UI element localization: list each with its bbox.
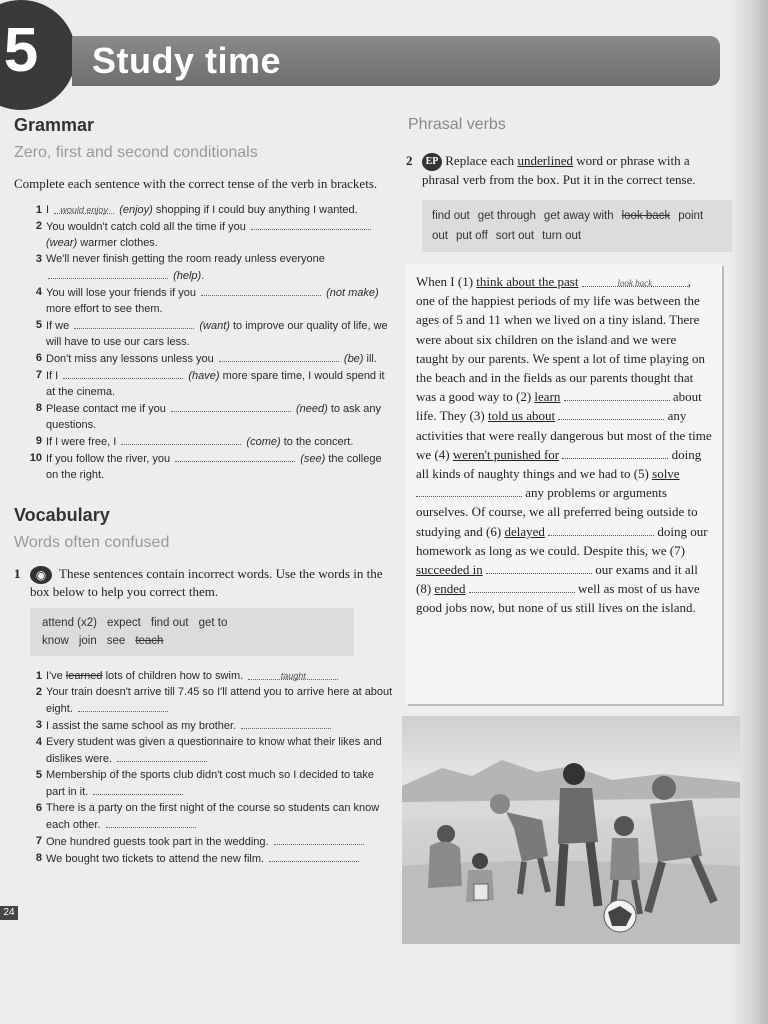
page-title: Study time (92, 40, 282, 81)
story-text: doing all kinds of naughty things and we had to (5) (416, 446, 702, 482)
item-text: There is a party on the first night of the course so students can know each other. (46, 802, 380, 832)
vocabulary-item (14, 850, 394, 867)
verb-in-brackets: (be) (343, 353, 364, 365)
story-text: about life. They (3) (416, 389, 702, 424)
item-text: shopping if I could buy anything I wanted. (152, 204, 358, 216)
item-text: the college on the right. (46, 453, 382, 481)
answer-gap[interactable] (274, 833, 364, 845)
answer-gap-7[interactable] (486, 561, 592, 574)
grammar-item (14, 202, 394, 218)
item-text: ill. (363, 353, 377, 365)
item-text: Please contact me if you (46, 403, 169, 415)
answer-gap[interactable] (251, 218, 371, 230)
grammar-item (14, 450, 394, 483)
answer-gap-6[interactable] (548, 523, 654, 536)
answer-gap[interactable] (175, 450, 295, 462)
answer-gap-5[interactable] (416, 484, 522, 497)
grammar-item (14, 433, 394, 450)
verb-in-brackets: (want) (199, 320, 230, 332)
box-word: get through (477, 210, 536, 223)
item-number: 5 (35, 319, 42, 331)
box-word: sort out (495, 230, 535, 243)
answer-gap[interactable] (219, 350, 339, 362)
grammar-item (14, 284, 394, 317)
item-number: 7 (35, 835, 42, 848)
answer-gap-8[interactable] (469, 580, 575, 593)
item-number: 2 (35, 220, 42, 232)
item-text: to the concert. (280, 436, 354, 448)
verb-in-brackets: (enjoy) (119, 204, 153, 216)
answer-gap-4[interactable] (562, 446, 668, 459)
right-column (406, 116, 726, 252)
answer-gap-2[interactable] (564, 388, 670, 401)
item-number: 7 (35, 369, 42, 381)
listening-disc-icon: ◉ (30, 566, 52, 584)
answer-gap[interactable] (78, 700, 168, 712)
item-text: If I (46, 370, 62, 382)
answer-gap-3[interactable] (558, 407, 664, 420)
answer-gap[interactable] (121, 433, 241, 445)
item-number: 6 (35, 802, 42, 815)
item-text: I've (46, 670, 66, 683)
item-number: 6 (35, 352, 42, 364)
box-word: find out (432, 210, 470, 223)
vocabulary-item (14, 767, 394, 800)
story-text: well as most of us have good jobs now, but none of us still lives on the island. (416, 581, 700, 616)
answer-gap[interactable] (117, 750, 207, 762)
grammar-item (14, 400, 394, 433)
answer-gap[interactable]: would enjoy (54, 202, 114, 214)
phrasal-rubric-post: word or phrase with a phrasal verb from the box. Put it in the correct tense. (422, 153, 696, 188)
item-number: 4 (35, 286, 42, 298)
box-word: look back (621, 210, 671, 223)
grammar-exercise-list (14, 202, 394, 483)
box-word: join (78, 635, 97, 648)
story-paragraph (416, 272, 712, 618)
struck-word: learned (65, 670, 103, 683)
item-number: 8 (35, 852, 42, 865)
box-word: attend (x2) (42, 617, 97, 630)
bucket (474, 884, 488, 900)
grammar-rubric: Complete each sentence with the correct tense of the verb in brackets. (14, 176, 378, 191)
vocabulary-exercise-list (14, 668, 394, 867)
item-text: to ask any questions. (46, 403, 381, 431)
item-text: If we (46, 320, 73, 332)
vocabulary-heading: Vocabulary (14, 505, 110, 525)
story-underlined-7: succeeded in (416, 562, 483, 578)
item-text: . (201, 270, 205, 282)
item-number: 3 (35, 719, 42, 732)
item-number: 5 (35, 769, 42, 782)
vocabulary-item (14, 717, 394, 734)
item-text: more spare time, I would spend it at the cinema. (46, 370, 385, 398)
beach-children-illustration (402, 716, 740, 944)
verb-in-brackets: (need) (295, 403, 328, 415)
answer-gap[interactable] (201, 284, 321, 296)
box-word: get to know (42, 617, 228, 648)
item-number: 10 (29, 452, 42, 464)
item-text: We bought two tickets to attend the new film. (46, 853, 268, 866)
vocabulary-item (14, 684, 394, 717)
vocabulary-rubric-text: These sentences contain incorrect words. Use the words in the box below to help you correct them. (30, 566, 383, 600)
box-word: expect (106, 617, 141, 630)
grammar-heading: Grammar (14, 115, 95, 135)
grammar-item (14, 350, 394, 367)
story-text: any problems or arguments ourselves. Of course, we all preferred being outside to studying and (6) (416, 485, 698, 539)
grammar-item (14, 367, 394, 400)
story-text: any activities that were really dangerous but most of the time we (4) (416, 408, 712, 462)
vocabulary-item (14, 734, 394, 767)
item-number: 4 (35, 736, 42, 749)
phrasal-rubric (406, 152, 726, 188)
verb-in-brackets: (see) (300, 453, 326, 465)
answer-gap[interactable] (106, 816, 196, 828)
story-text-box (406, 264, 722, 704)
answer-gap[interactable]: taught (248, 668, 338, 680)
story-text: , one of the happiest periods of my life was between the ages of 5 and 11 when we lived on a tiny island. There were about six children on the island and we were taught by our parents. We spent a lot of time playing on the beach and in the fields as our parents thought that was a good way to (2) (416, 274, 705, 405)
item-number: 9 (35, 435, 42, 447)
story-underlined-2: learn (534, 389, 561, 405)
story-underlined-5: solve (652, 466, 680, 482)
phrasal-rubric-underlined: underlined (517, 153, 574, 168)
vocabulary-word-box (30, 608, 354, 656)
story-text: When I (1) (416, 274, 477, 289)
item-text: One hundred guests took part in the wedding. (46, 836, 272, 849)
item-number: 8 (35, 402, 42, 414)
story-underlined-8: ended (434, 581, 466, 597)
answer-gap[interactable] (93, 783, 183, 795)
item-text: I (46, 204, 53, 216)
item-number: 1 (35, 670, 42, 683)
item-text: I assist the same school as my brother. (46, 720, 240, 733)
item-text: more effort to see them. (46, 303, 163, 315)
verb-in-brackets: (not make) (326, 287, 379, 299)
grammar-item (14, 317, 394, 350)
item-text: Membership of the sports club didn't cost much so I decided to take part in it. (46, 769, 374, 799)
item-text: We'll never finish getting the room ready unless everyone (46, 253, 325, 265)
verb-in-brackets: (have) (188, 370, 220, 382)
box-word: put off (456, 230, 488, 243)
answer-gap[interactable] (241, 717, 331, 729)
box-word: point out (432, 210, 704, 243)
box-word: turn out (542, 230, 582, 243)
phrasal-heading: Phrasal verbs (408, 116, 506, 133)
box-word: find out (150, 617, 189, 630)
item-number: 2 (35, 686, 42, 699)
item-text: You will lose your friends if you (46, 287, 200, 299)
answer-gap[interactable] (74, 317, 194, 329)
child-sitting-left (428, 825, 462, 888)
beach-scene-image (402, 716, 740, 944)
story-underlined-4: weren't punished for (452, 446, 560, 462)
exercise-number: 2 (406, 153, 413, 168)
left-column (14, 115, 394, 867)
grammar-item (14, 251, 394, 284)
verb-in-brackets: (come) (246, 436, 281, 448)
answer-gap[interactable] (269, 850, 359, 862)
answer-gap[interactable] (48, 267, 168, 279)
item-number: 1 (35, 204, 42, 216)
item-text: You wouldn't catch cold all the time if you (46, 221, 249, 233)
ep-badge-icon: EP (422, 153, 442, 171)
page-number: 24 (0, 906, 18, 920)
phrasal-word-box (422, 200, 732, 252)
item-text: warmer clothes. (77, 237, 158, 249)
item-text: Your train doesn't arrive till 7.45 so I'll attend you to arrive here at about eight. (46, 686, 393, 716)
story-text: doing our homework as long as we could. Despite this, we (7) (416, 523, 708, 558)
vocabulary-item (14, 668, 394, 684)
box-word: teach (135, 635, 164, 648)
grammar-subheading: Zero, first and second conditionals (14, 144, 258, 161)
answer-gap[interactable] (171, 400, 291, 412)
item-text: to improve our quality of life, we will have to use our cars less. (46, 320, 388, 348)
vocabulary-rubric (14, 566, 394, 600)
story-underlined-6: delayed (504, 523, 545, 539)
phrasal-rubric-pre: Replace each (445, 153, 518, 168)
box-word: see (106, 635, 126, 648)
vocabulary-subheading: Words often confused (14, 534, 170, 551)
item-text: Don't miss any lessons unless you (46, 353, 217, 365)
item-text: If you follow the river, you (46, 453, 174, 465)
story-text: our exams and it all (8) (416, 562, 698, 597)
box-word: get away with (543, 210, 614, 223)
verb-in-brackets: (wear) (46, 237, 78, 249)
item-number: 3 (35, 253, 42, 265)
answer-gap-1[interactable]: look back (582, 274, 688, 287)
item-text: If I were free, I (46, 436, 120, 448)
item-text: Every student was given a questionnaire to know what their likes and dislikes were. (46, 736, 382, 766)
verb-in-brackets: (help) (173, 270, 202, 282)
vocabulary-item (14, 833, 394, 850)
story-underlined-1: think about the past (476, 274, 579, 289)
unit-number: 5 (3, 16, 39, 85)
item-text: lots of children how to swim. (102, 670, 247, 683)
answer-gap[interactable] (63, 367, 183, 379)
story-underlined-3: told us about (487, 408, 556, 424)
exercise-number: 1 (14, 566, 21, 581)
vocabulary-item (14, 800, 394, 833)
grammar-item (14, 218, 394, 251)
